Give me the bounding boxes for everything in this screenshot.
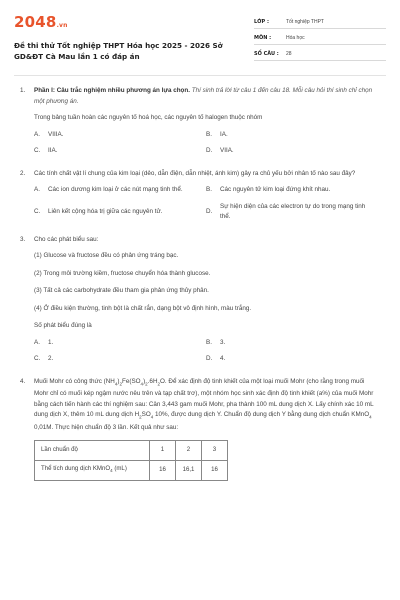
option-d[interactable] — [206, 202, 380, 223]
option-text: Liên kết cộng hóa trị giữa các nguyên tử. — [48, 207, 163, 215]
option-letter: D. — [206, 207, 213, 215]
meta-class-value: Tốt nghiệp THPT — [286, 19, 324, 25]
table-cell: 3 — [202, 440, 228, 460]
option-letter: B. — [206, 130, 212, 138]
options — [34, 130, 380, 157]
option-letter: A. — [34, 338, 40, 346]
option-text: Các ion dương kim loại ở các nút mạng tinh thể. — [48, 186, 183, 193]
question-text: Cho các phát biểu sau: — [34, 235, 99, 243]
table-cell: 16,1 — [176, 460, 202, 480]
option-text: IIA. — [48, 147, 58, 154]
option-letter: A. — [34, 186, 40, 193]
option-c[interactable] — [34, 202, 206, 223]
option-text: VIIIA. — [48, 130, 64, 138]
text-segment: 0,01M. Thực hiện chuẩn độ 3 lần. Kết quả như sau: — [34, 424, 179, 431]
option-letter: D. — [206, 355, 213, 362]
section-heading: Phần I: Câu trắc nghiệm nhiều phương án lựa chọn. — [34, 87, 190, 94]
statement-2: (2) Trong môi trường kiềm, fructose chuyển hóa thành glucose. — [34, 269, 211, 277]
option-a[interactable] — [34, 130, 206, 141]
text-segment: 10%, được dung dịch Y. Chuẩn độ dung dịch Y bằng dung dịch chuẩn KMnO — [153, 411, 370, 419]
option-a[interactable] — [34, 185, 206, 196]
statement-3: (3) Tất cả các carbohydrate đều tham gia phản ứng thủy phân. — [34, 287, 209, 294]
table-header-cell: Thể tích dung dịch KMnO$_4$ (mL) — [35, 460, 150, 480]
option-b[interactable] — [206, 185, 380, 196]
question-1 — [14, 86, 386, 163]
meta-count-value: 28 — [286, 51, 292, 57]
exam-header — [14, 0, 386, 62]
header-left — [14, 14, 246, 62]
option-letter: C. — [34, 207, 41, 215]
option-text: 1. — [48, 338, 54, 346]
question-number: 1. — [20, 87, 26, 94]
section-instruction — [34, 86, 380, 107]
text-segment: (mL) — [112, 464, 127, 472]
option-b[interactable] — [206, 130, 380, 141]
option-letter: C. — [34, 147, 41, 154]
question-body — [34, 377, 386, 481]
question-3 — [14, 235, 386, 371]
option-text: IA. — [220, 130, 228, 138]
table-row — [35, 460, 228, 480]
meta-count — [254, 48, 386, 61]
options — [34, 185, 380, 223]
text-segment: . Để xác định độ tinh khiết của một loại muối Mohr (cho rằng trong muối Mohr chỉ có muối kép ngậm nước nêu trên và tạp chất trơ), một nhóm học sinh xác định độ tinh khiết (a%) của muối Mohr bằng cách tiến hành các thí nghiệm sau: Cân 3,443 gam muối Mohr, pha thành 100 mL dung dịch X. Lấy chính xác 10 mL dung dịch X, thêm 10 mL dung dịch H — [34, 377, 374, 419]
table-cell: 16 — [150, 460, 176, 480]
text-segment: Thể tích dung dịch KMnO — [41, 464, 111, 472]
question-2 — [14, 169, 386, 229]
option-c[interactable] — [34, 354, 206, 365]
header-divider — [14, 75, 386, 76]
options — [34, 338, 380, 365]
logo-text: 2048 — [14, 13, 57, 31]
meta-count-label: SỐ CÂU : — [254, 51, 279, 57]
option-letter: C. — [34, 355, 41, 362]
section-note: Thí sinh trả lời từ câu 1 đến câu 18. Mỗi câu hỏi thí sinh chỉ chọn một phương án. — [34, 87, 373, 105]
table-cell: 16 — [202, 460, 228, 480]
option-d[interactable] — [206, 146, 380, 157]
option-letter: D. — [206, 147, 213, 154]
question-body — [34, 235, 386, 371]
table-row — [35, 440, 228, 460]
option-letter: B. — [206, 338, 212, 346]
question-number: 3. — [20, 235, 26, 243]
option-d[interactable] — [206, 354, 380, 365]
option-letter: B. — [206, 186, 212, 193]
question-text: Các tính chất vật lí chung của kim loại (dẻo, dẫn điện, dẫn nhiệt, ánh kim) gây ra chủ yếu bởi nhân tố nào sau đây? — [34, 169, 356, 177]
question-number: 2. — [20, 169, 26, 177]
option-text: 4. — [220, 355, 226, 362]
option-text: Sự hiện diện của các electron tự do trong mạng tinh thể. — [220, 202, 366, 220]
question-body — [34, 169, 386, 229]
meta-subject-value: Hóa học — [286, 35, 305, 41]
option-letter: A. — [34, 130, 40, 138]
table-cell: 1 — [150, 440, 176, 460]
text-segment: Muối Mohr có công thức (NH — [34, 377, 115, 385]
meta-class-label: LỚP : — [254, 19, 269, 25]
table-cell: 2 — [176, 440, 202, 460]
option-text: Các nguyên tử kim loại đứng khít nhau. — [220, 186, 331, 193]
statement-1: (1) Glucose và fructose đều có phản ứng tráng bạc. — [34, 252, 179, 259]
question-body — [34, 86, 386, 163]
site-logo[interactable] — [14, 14, 246, 34]
question-text: Trong bảng tuần hoàn các nguyên tố hoá học, các nguyên tố halogen thuộc nhóm — [34, 114, 263, 121]
option-text: 2. — [48, 355, 54, 362]
option-a[interactable] — [34, 338, 206, 349]
exam-meta — [254, 16, 386, 62]
table-header-cell: Lần chuẩn độ — [35, 440, 150, 460]
statement-4: (4) Ở điều kiện thường, tinh bột là chất rắn, dạng bột vô định hình, màu trắng. — [34, 304, 252, 312]
option-c[interactable] — [34, 146, 206, 157]
option-text: VIIA. — [220, 147, 234, 154]
exam-title: Đề thi thử Tốt nghiệp THPT Hóa học 2025 - 2026 Sở GD&ĐT Cà Mau lần 1 có đáp án — [14, 41, 223, 61]
option-b[interactable] — [206, 338, 380, 349]
question-prompt: Số phát biểu đúng là — [34, 322, 92, 329]
meta-subject — [254, 32, 386, 45]
question-text: Muối Mohr có công thức $(NH_4)_2Fe(SO_4)_2.6H_2O$. Để xác định độ tinh khiết của một loại muối Mohr (cho rằng trong muối Mohr chỉ có muối kép ngậm nước nêu trên và tạp chất trơ), một nhóm học sinh xác định độ tinh khiết (a%) của muối Mohr bằng cách tiến hành các thí nghiệm sau: Cân 3,443 gam muối Mohr, pha thành 100 mL dung dịch X. Lấy chính xác 10 mL dung dịch X, thêm 10 mL dung dịch $H_2SO_4$ 10%, được dung dịch Y. Chuẩn độ dung dịch Y bằng dung dịch chuẩn KMnO$_4$ 0,01M. Thực hiện chuẩn độ 3 lần. Kết quả như sau: — [34, 377, 374, 431]
option-text: 3. — [220, 338, 226, 346]
titration-table — [34, 440, 228, 481]
question-4 — [14, 377, 386, 481]
meta-subject-label: MÔN : — [254, 35, 272, 41]
meta-class — [254, 16, 386, 29]
question-number: 4. — [20, 377, 26, 385]
logo-tld: .vn — [56, 22, 68, 29]
